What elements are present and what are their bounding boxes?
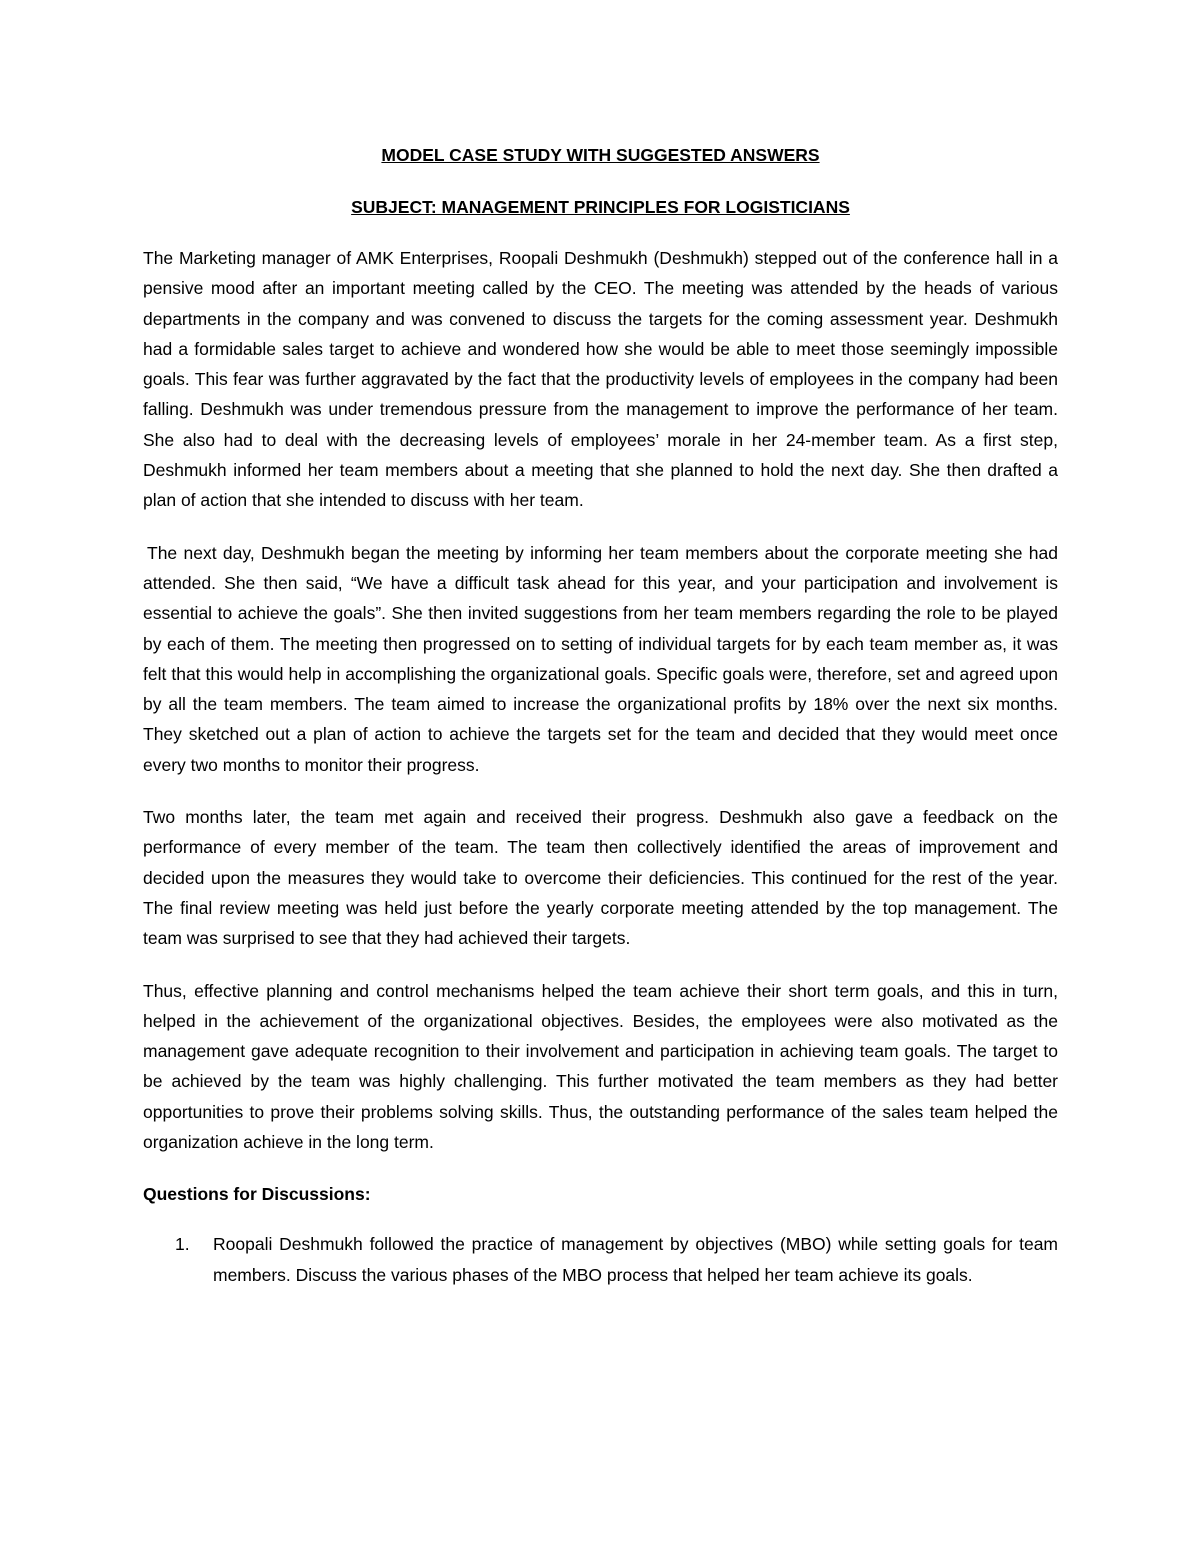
case-paragraph-3: Two months later, the team met again and received their progress. Deshmukh also gave a feedback on the performance of every member of the team. The team then collectively identified the areas of improvement and decided upon the measures they would take to overcome their deficiencies. This continued for the rest of the year. The final review meeting was held just before the yearly corporate meeting attended by the top management. The team was surprised to see that they had achieved their targets. — [143, 807, 1058, 949]
questions-heading: Questions for Discussions: — [143, 1184, 371, 1205]
document-subject: SUBJECT: MANAGEMENT PRINCIPLES FOR LOGISTICIANS — [351, 197, 850, 217]
questions-list — [143, 1229, 1058, 1290]
case-paragraph-1: The Marketing manager of AMK Enterprises, Roopali Deshmukh (Deshmukh) stepped out of the conference hall in a pensive mood after an important meeting called by the CEO. The meeting was attended by the heads of various departments in the company and was convened to discuss the targets for the coming assessment year. Deshmukh had a formidable sales target to achieve and wondered how she would be able to meet those seemingly impossible goals. This fear was further aggravated by the fact that the productivity levels of employees in the company had been falling. Deshmukh was under tremendous pressure from the management to improve the performance of her team. She also had to deal with the decreasing levels of employees’ morale in her 24-member team. As a first step, Deshmukh informed her team members about a meeting that she planned to hold the next day. She then drafted a plan of action that she intended to discuss with her team. — [143, 248, 1058, 511]
question-text: Roopali Deshmukh followed the practice of management by objectives (MBO) while setting goals for team members. Discuss the various phases of the MBO process that helped her team achieve its goals. — [213, 1234, 1058, 1285]
question-number: 1. — [175, 1234, 190, 1255]
document-title: MODEL CASE STUDY WITH SUGGESTED ANSWERS — [381, 145, 820, 165]
document-body — [143, 140, 1058, 1290]
question-item — [143, 1229, 1058, 1290]
case-paragraph-4: Thus, effective planning and control mechanisms helped the team achieve their short term goals, and this in turn, helped in the achievement of the organizational objectives. Besides, the employees were also motivated as the management gave adequate recognition to their involvement and participation in achieving team goals. The target to be achieved by the team was highly challenging. This further motivated the team members as they had better opportunities to prove their problems solving skills. Thus, the outstanding performance of the sales team helped the organization achieve in the long term. — [143, 980, 1058, 1153]
case-paragraph-2: The next day, Deshmukh began the meeting by informing her team members about the corporate meeting she had attended. She then said, “We have a difficult task ahead for this year, and your participation and involvement is essential to achieve the goals”. She then invited suggestions from her team members regarding the role to be played by each of them. The meeting then progressed on to setting of individual targets for by each team member as, it was felt that this would help in accomplishing the organizational goals. Specific goals were, therefore, set and agreed upon by all the team members. The team aimed to increase the organizational profits by 18% over the next six months. They sketched out a plan of action to achieve the targets set for the team and decided that they would meet once every two months to monitor their progress. — [143, 542, 1058, 775]
